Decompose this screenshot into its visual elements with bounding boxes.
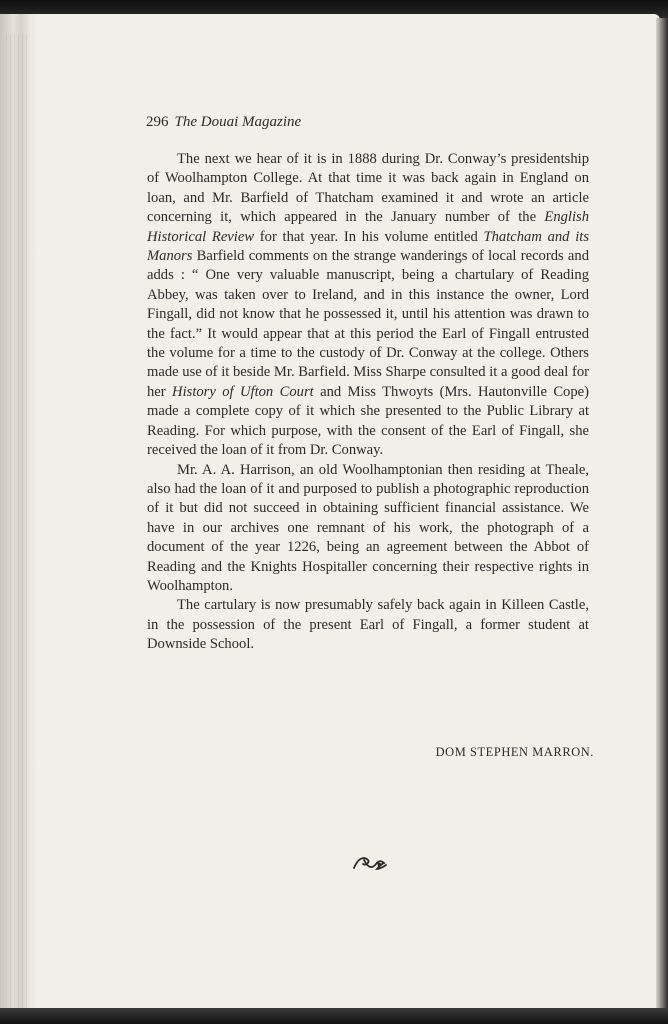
article-body [147,150,589,655]
text-run: Mr. A. A. Harrison, an old Woolhamptonian then residing at Theale, also had the loan of it and purposed to publish a photographic reproduction of it but did not succeed in obtaining sufficient financial assistance. We have in our archives one remnant of his work, the photograph of a document of the year 1226, being an agreement between the Abbot of Reading and the Knights Hospitaller concerning their respective rights in Woolhampton. [147,461,589,594]
paragraph [147,150,589,461]
running-title: The Douai Magazine [174,114,302,130]
text-run: Barfield comments on the strange wanderings of local records and adds : “ One very valuable manuscript, being a chartulary of Reading Abbey, was taken over to Ireland, and in this instance the owner, Lord Fingall, did not know that he possessed it, until his attention was drawn to the fact.” It would appear that at this period the Earl of Fingall entrusted the volume for a time to the custody of Dr. Conway at the college. Others made use of it beside Mr. Barfield. Miss Sharpe consulted it a good deal for her [147,248,589,400]
italic-title: History of Ufton Court [172,383,314,400]
page-right-edge [656,18,668,1018]
paragraph [147,596,589,654]
text-run: for that year. In his volume entitled [254,228,484,245]
scan-bottom-border [0,1008,668,1024]
italic-title: Thatcham and its Manors [147,228,589,265]
page-gutter [0,14,38,1012]
text-run: The next we hear of it is in 1888 during Dr. Conway’s presidentship of Woolhampton College. At that time it was back again in England on loan, and Mr. Barfield of Thatcham examined it and wrote an article concerning it, which appeared in the January number of the [147,151,589,226]
text-run: The cartulary is now presumably safely back again in Killeen Castle, in the possession of the present Earl of Fingall, a former student at Downside School. [147,597,589,653]
text-run: and Miss Thwoyts (Mrs. Hautonville Cope) made a complete copy of it which she presented to the Public Library at Reading. For which purpose, with the consent of the Earl of Fingall, she received the loan of it from Dr. Conway. [147,383,589,459]
page-number: 296 [146,114,169,130]
italic-title: English Historical Review [147,209,589,245]
running-header [146,114,301,131]
fleuron-icon [350,852,390,874]
author-signature: DOM STEPHEN MARRON. [435,745,594,759]
paragraph [147,461,589,597]
